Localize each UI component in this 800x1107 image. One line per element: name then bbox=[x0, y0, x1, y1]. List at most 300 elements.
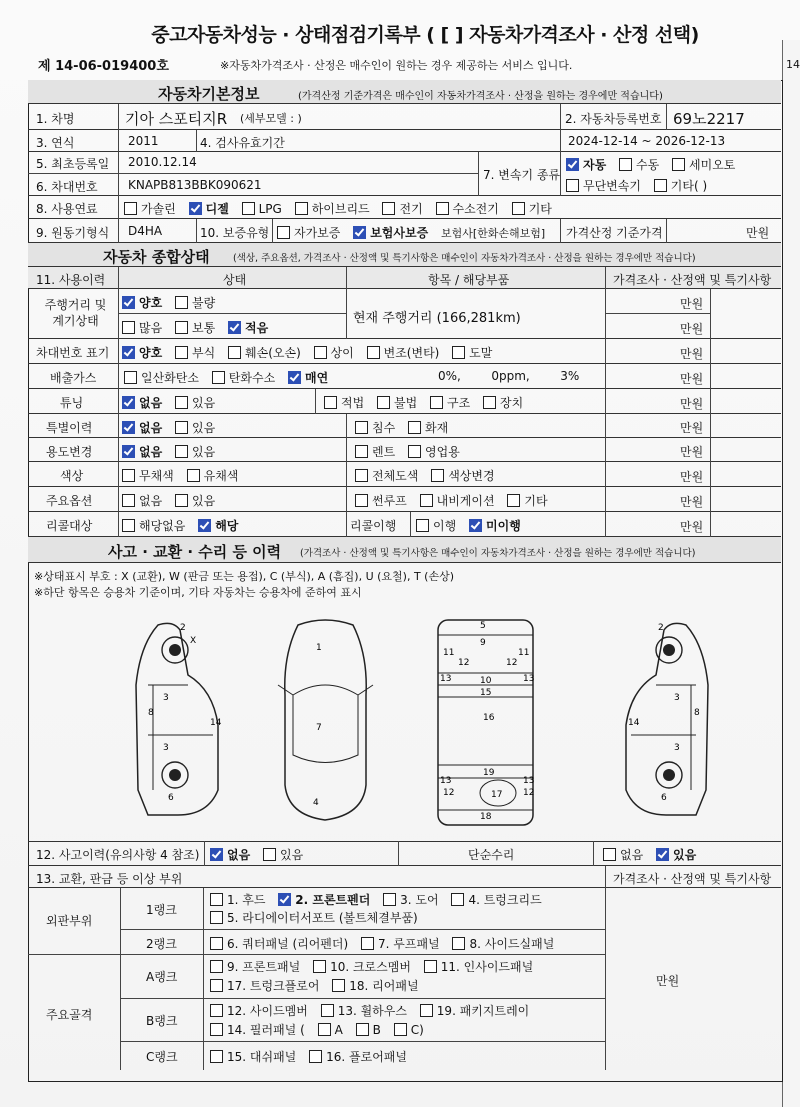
part-opt[interactable] bbox=[452, 937, 554, 951]
recall-opt-label: 해당 bbox=[215, 519, 239, 533]
row-recall bbox=[28, 512, 781, 537]
fuel-opt[interactable] bbox=[189, 202, 229, 216]
row-year bbox=[28, 130, 781, 152]
checkbox-icon bbox=[383, 893, 396, 906]
checkbox-icon bbox=[122, 519, 135, 532]
accident-opt[interactable] bbox=[263, 848, 303, 862]
part-opt[interactable] bbox=[210, 960, 300, 974]
row-usage-change bbox=[28, 438, 781, 462]
insurer-name: 보험사[한화손해보험] bbox=[441, 227, 546, 240]
parts-price-col: 가격조사 · 산정액 및 특기사항 bbox=[613, 872, 772, 886]
price-unit: 만원 bbox=[680, 520, 704, 534]
mileage-opt[interactable] bbox=[228, 321, 268, 335]
simple-repair-opt-label: 있음 bbox=[673, 848, 697, 862]
accident-history-label: 12. 사고이력(유의사항 4 참조) bbox=[36, 848, 200, 862]
vin-mark-opt[interactable] bbox=[314, 346, 354, 360]
svg-text:4: 4 bbox=[313, 798, 319, 808]
svg-text:7: 7 bbox=[316, 723, 322, 733]
col-state: 상태 bbox=[223, 273, 247, 287]
checkbox-checked-icon bbox=[198, 519, 211, 532]
checkbox-icon bbox=[318, 1023, 331, 1036]
trans-opt-other[interactable] bbox=[654, 179, 707, 193]
part-label: 16. 플로어패널 bbox=[326, 1050, 407, 1064]
part-label: 6. 쿼터패널 (리어펜더) bbox=[227, 937, 349, 951]
checkbox-icon bbox=[451, 893, 464, 906]
warranty-options bbox=[277, 224, 545, 241]
vin-mark-opt[interactable] bbox=[228, 346, 301, 360]
special-detail-label: 침수 bbox=[372, 421, 396, 435]
checkbox-icon bbox=[355, 421, 368, 434]
checkbox-icon bbox=[295, 202, 308, 215]
part-label: 11. 인사이드패널 bbox=[440, 960, 534, 974]
checkbox-checked-icon bbox=[189, 202, 202, 215]
accident-history-options bbox=[210, 846, 312, 863]
part-opt[interactable] bbox=[361, 937, 440, 951]
option-detail-opt[interactable] bbox=[420, 494, 495, 508]
fuel-opt-label: 가솔린 bbox=[141, 202, 176, 216]
parts-price-unit: 만원 bbox=[656, 974, 680, 988]
part-opt[interactable] bbox=[210, 979, 319, 993]
color-detail-label: 전체도색 bbox=[372, 469, 419, 483]
checkbox-checked-icon bbox=[122, 396, 135, 409]
part-opt[interactable] bbox=[451, 893, 541, 907]
trans-label: 7. 변속기 종류 bbox=[483, 168, 561, 182]
checkbox-icon bbox=[212, 371, 225, 384]
checkbox-icon bbox=[210, 893, 223, 906]
pillar-label: C) bbox=[410, 1023, 424, 1037]
edge-number: 14 bbox=[786, 58, 800, 71]
color-detail-options bbox=[355, 467, 504, 484]
part-label: 4. 트렁크리드 bbox=[468, 893, 542, 907]
checkbox-icon bbox=[175, 494, 188, 507]
tuning-detail-opt[interactable] bbox=[324, 396, 364, 410]
row-vin-mark bbox=[28, 339, 781, 364]
mileage-opt-label: 양호 bbox=[139, 296, 163, 310]
part-opt[interactable] bbox=[332, 979, 418, 993]
color-opt[interactable] bbox=[187, 469, 239, 483]
option-detail-label: 내비게이션 bbox=[436, 494, 495, 508]
checkbox-icon bbox=[355, 469, 368, 482]
checkbox-icon bbox=[122, 321, 135, 334]
part-opt[interactable] bbox=[210, 937, 348, 951]
checkbox-checked-icon bbox=[288, 371, 301, 384]
checkbox-icon bbox=[367, 346, 380, 359]
usage-change-detail-options bbox=[355, 443, 469, 460]
svg-text:3: 3 bbox=[674, 743, 680, 753]
part-label: 19. 패키지트레이 bbox=[436, 1004, 530, 1018]
fuel-opt[interactable] bbox=[436, 202, 499, 216]
color-options bbox=[122, 467, 247, 484]
car-top-view-diagram bbox=[268, 615, 383, 825]
mileage-opt[interactable] bbox=[175, 321, 215, 335]
part-opt[interactable] bbox=[313, 960, 411, 974]
price-base-label: 가격산정 기준가격 bbox=[566, 226, 663, 240]
checkbox-checked-icon bbox=[353, 226, 366, 239]
car-right-side-diagram bbox=[606, 615, 726, 825]
mark-x: X bbox=[190, 636, 197, 646]
checkbox-icon bbox=[420, 494, 433, 507]
trans-opt-semi[interactable] bbox=[672, 158, 735, 172]
svg-text:10: 10 bbox=[480, 676, 492, 686]
mileage-label: 주행거리 및 계기상태 bbox=[44, 298, 107, 328]
pillar-opt-b[interactable] bbox=[356, 1023, 381, 1037]
part-label: 2. 프론트펜더 bbox=[295, 893, 371, 907]
checkbox-icon bbox=[361, 937, 374, 950]
part-opt[interactable] bbox=[210, 1023, 305, 1037]
simple-repair-opt-label: 없음 bbox=[620, 848, 644, 862]
warranty-opt-label: 자가보증 bbox=[294, 226, 341, 240]
mileage-opt-label: 불량 bbox=[192, 296, 216, 310]
checkbox-icon bbox=[452, 937, 465, 950]
price-unit: 만원 bbox=[680, 495, 704, 509]
checkbox-icon bbox=[324, 396, 337, 409]
fuel-opt[interactable] bbox=[382, 202, 422, 216]
color-detail-opt[interactable] bbox=[431, 469, 494, 483]
tuning-detail-label: 장치 bbox=[500, 396, 524, 410]
checkbox-icon bbox=[420, 1004, 433, 1017]
recall-done-opt[interactable] bbox=[469, 519, 521, 533]
checkbox-icon bbox=[431, 469, 444, 482]
option-options bbox=[122, 492, 224, 509]
first-reg-value: 2010.12.14 bbox=[128, 155, 197, 169]
color-opt-label: 무채색 bbox=[139, 469, 174, 483]
color-opt-label: 유채색 bbox=[203, 469, 239, 483]
part-opt[interactable] bbox=[210, 893, 265, 907]
col-price: 가격조사 · 산정액 및 특기사항 bbox=[613, 273, 772, 287]
checkbox-icon bbox=[124, 202, 137, 215]
color-opt[interactable] bbox=[122, 469, 174, 483]
svg-text:3: 3 bbox=[163, 693, 169, 703]
tuning-label: 튜닝 bbox=[60, 396, 84, 410]
special-opt-label: 있음 bbox=[192, 421, 216, 435]
accident-opt[interactable] bbox=[210, 848, 250, 862]
checkbox-icon bbox=[321, 1004, 334, 1017]
trans-opt-label: 수동 bbox=[636, 158, 660, 172]
checkbox-checked-icon bbox=[656, 848, 669, 861]
checkbox-icon bbox=[313, 960, 326, 973]
fuel-opt[interactable] bbox=[295, 202, 370, 216]
checkbox-icon bbox=[436, 202, 449, 215]
row-tuning bbox=[28, 389, 781, 414]
reg-no-value: 69노2217 bbox=[673, 110, 745, 128]
fuel-opt-label: 기타 bbox=[528, 202, 552, 216]
vin-mark-opt[interactable] bbox=[367, 346, 440, 360]
checkbox-icon bbox=[175, 396, 188, 409]
trans-opt-label: 무단변속기 bbox=[583, 179, 641, 193]
rankC-label: C랭크 bbox=[146, 1050, 178, 1064]
year-value: 2011 bbox=[128, 134, 159, 148]
special-options bbox=[122, 419, 224, 436]
row-fuel bbox=[28, 196, 781, 219]
price-unit: 만원 bbox=[680, 421, 704, 435]
warranty-opt-self[interactable] bbox=[277, 226, 340, 240]
parts-grid bbox=[28, 888, 781, 1070]
usage-change-opt[interactable] bbox=[122, 445, 162, 459]
svg-text:5: 5 bbox=[480, 621, 486, 631]
rankB-items-row2 bbox=[210, 1021, 433, 1038]
tuning-detail-opt[interactable] bbox=[483, 396, 523, 410]
checkbox-checked-icon bbox=[122, 296, 135, 309]
part-opt[interactable] bbox=[309, 1050, 407, 1064]
usage-change-opt[interactable] bbox=[175, 445, 215, 459]
svg-text:12: 12 bbox=[458, 658, 470, 668]
usage-change-detail-opt[interactable] bbox=[355, 445, 395, 459]
fuel-opt[interactable] bbox=[512, 202, 552, 216]
accident-title: 사고 · 교환 · 수리 등 이력 bbox=[108, 543, 282, 561]
svg-text:1: 1 bbox=[316, 643, 322, 653]
basic-info-note: (가격산정 기준가격은 매수인이 자동차가격조사 · 산정을 원하는 경우에만 적습니다) bbox=[298, 91, 663, 102]
rank2-items bbox=[210, 935, 563, 952]
checkbox-icon bbox=[355, 445, 368, 458]
price-unit: 만원 bbox=[680, 470, 704, 484]
vin-mark-opt[interactable] bbox=[175, 346, 215, 360]
fuel-opt[interactable] bbox=[242, 202, 282, 216]
emission-values: 0%, 0ppm, 3% bbox=[438, 369, 580, 383]
vin-mark-opt[interactable] bbox=[452, 346, 492, 360]
pillar-opt-c[interactable] bbox=[394, 1023, 424, 1037]
simple-repair-label: 단순수리 bbox=[468, 848, 515, 862]
svg-text:17: 17 bbox=[491, 790, 503, 800]
checkbox-icon bbox=[122, 469, 135, 482]
mileage-options-1 bbox=[122, 294, 224, 311]
option-opt[interactable] bbox=[122, 494, 162, 508]
accident-opt-label: 있음 bbox=[280, 848, 304, 862]
part-opt[interactable] bbox=[424, 960, 533, 974]
row-first-reg bbox=[28, 152, 781, 196]
svg-text:13: 13 bbox=[440, 776, 452, 786]
simple-repair-opt[interactable] bbox=[603, 848, 643, 862]
special-detail-opt[interactable] bbox=[408, 421, 448, 435]
part-opt[interactable] bbox=[383, 893, 438, 907]
color-label: 색상 bbox=[60, 469, 84, 483]
mileage-opt[interactable] bbox=[122, 296, 162, 310]
trans-opt-manual[interactable] bbox=[619, 158, 659, 172]
checkbox-icon bbox=[210, 911, 223, 924]
checkbox-icon bbox=[452, 346, 465, 359]
parts-label: 13. 교환, 판금 등 이상 부위 bbox=[36, 872, 183, 886]
part-label: 8. 사이드실패널 bbox=[469, 937, 555, 951]
tuning-detail-options bbox=[324, 394, 532, 411]
special-opt[interactable] bbox=[122, 421, 162, 435]
rank1-items-row1 bbox=[210, 891, 551, 908]
vin-mark-options bbox=[122, 344, 501, 361]
checkbox-icon bbox=[416, 519, 429, 532]
fuel-opt-label: 전기 bbox=[399, 202, 423, 216]
emission-opt[interactable] bbox=[288, 371, 328, 385]
fuel-label: 8. 사용연료 bbox=[36, 202, 98, 216]
checkbox-icon bbox=[263, 848, 276, 861]
checkbox-icon bbox=[382, 202, 395, 215]
tuning-detail-label: 불법 bbox=[394, 396, 418, 410]
checkbox-icon bbox=[210, 1023, 223, 1036]
svg-text:15: 15 bbox=[480, 688, 492, 698]
overall-title: 자동차 종합상태 bbox=[103, 248, 210, 266]
recall-opt-label: 해당없음 bbox=[139, 519, 186, 533]
checkbox-icon bbox=[332, 979, 345, 992]
option-detail-opt[interactable] bbox=[355, 494, 407, 508]
tuning-opt[interactable] bbox=[175, 396, 215, 410]
usage-change-options bbox=[122, 443, 224, 460]
vin-mark-label: 차대번호 표기 bbox=[36, 346, 110, 360]
checkbox-icon bbox=[566, 179, 579, 192]
rankB-items-row1 bbox=[210, 1002, 538, 1019]
checkbox-icon bbox=[654, 179, 667, 192]
checkbox-icon bbox=[124, 371, 137, 384]
part-opt[interactable] bbox=[420, 1004, 529, 1018]
svg-text:8: 8 bbox=[694, 708, 700, 718]
part-opt[interactable] bbox=[210, 911, 418, 925]
checkbox-checked-icon bbox=[210, 848, 223, 861]
svg-text:12: 12 bbox=[506, 658, 518, 668]
svg-text:14: 14 bbox=[210, 718, 222, 728]
document-number: 제 14-06-019400호 bbox=[38, 59, 169, 74]
vin-mark-opt[interactable] bbox=[122, 346, 162, 360]
car-frame-diagram bbox=[428, 615, 543, 830]
accident-note: (가격조사 · 산정액 및 특기사항은 매수인이 자동차가격조사 · 산정을 원하는 경우에만 적습니다) bbox=[300, 548, 696, 559]
checkbox-icon bbox=[175, 346, 188, 359]
special-detail-options bbox=[355, 419, 457, 436]
tuning-opt-label: 있음 bbox=[192, 396, 216, 410]
checkbox-icon bbox=[355, 494, 368, 507]
vin-mark-opt-label: 부식 bbox=[192, 346, 216, 360]
checkbox-icon bbox=[242, 202, 255, 215]
option-detail-label: 기타 bbox=[524, 494, 548, 508]
tuning-opt[interactable] bbox=[122, 396, 162, 410]
pillar-opt-a[interactable] bbox=[318, 1023, 343, 1037]
price-unit: 만원 bbox=[680, 297, 704, 311]
part-opt[interactable] bbox=[210, 1004, 308, 1018]
special-opt[interactable] bbox=[175, 421, 215, 435]
mileage-options-2 bbox=[122, 319, 277, 336]
checkbox-icon bbox=[309, 1050, 322, 1063]
checkbox-icon bbox=[377, 396, 390, 409]
recall-done-opt[interactable] bbox=[416, 519, 456, 533]
basic-info-title: 자동차기본정보 bbox=[158, 85, 260, 103]
recall-label: 리콜대상 bbox=[46, 519, 93, 533]
tuning-detail-opt[interactable] bbox=[377, 396, 417, 410]
option-detail-options bbox=[355, 492, 557, 509]
mileage-opt[interactable] bbox=[122, 321, 162, 335]
checkbox-icon bbox=[424, 960, 437, 973]
overall-note: (색상, 주요옵션, 가격조사 · 산정액 및 특기사항은 매수인이 자동차가격조사 · 산정을 원하는 경우에만 적습니다) bbox=[233, 253, 696, 264]
tuning-options bbox=[122, 394, 224, 411]
checkbox-icon bbox=[430, 396, 443, 409]
document-title: 중고자동차성능 · 상태점검기록부 ( [ ] 자동차가격조사 · 산정 선택) bbox=[151, 24, 699, 46]
trans-opt-label: 세미오토 bbox=[689, 158, 736, 172]
emission-opt[interactable] bbox=[212, 371, 275, 385]
damage-diagram-area bbox=[28, 563, 781, 842]
color-detail-opt[interactable] bbox=[355, 469, 418, 483]
vin-mark-opt-label: 도말 bbox=[469, 346, 493, 360]
price-unit: 만원 bbox=[680, 372, 704, 386]
part-opt[interactable] bbox=[210, 1050, 296, 1064]
row-car-name bbox=[28, 104, 781, 130]
usage-change-detail-opt[interactable] bbox=[408, 445, 460, 459]
tuning-detail-label: 적법 bbox=[341, 396, 365, 410]
part-label: 13. 휠하우스 bbox=[337, 1004, 407, 1018]
mileage-opt-label: 적음 bbox=[245, 321, 269, 335]
status-legend: ※상태표시 부호 : X (교환), W (판금 또는 용접), C (부식), A (흠집), U (요철), T (손상) bbox=[34, 570, 455, 583]
part-opt[interactable] bbox=[278, 893, 370, 907]
checkbox-icon bbox=[210, 960, 223, 973]
price-base-unit: 만원 bbox=[746, 226, 770, 240]
checkbox-icon bbox=[672, 158, 685, 171]
trans-options-row2 bbox=[566, 177, 716, 194]
row-mileage bbox=[28, 289, 781, 339]
usage-change-detail-label: 영업용 bbox=[425, 445, 460, 459]
trans-opt-cvt[interactable] bbox=[566, 179, 641, 193]
option-detail-label: 썬루프 bbox=[372, 494, 407, 508]
trans-opt-auto[interactable] bbox=[566, 158, 606, 172]
warranty-opt-insurer[interactable] bbox=[353, 226, 428, 240]
option-detail-opt[interactable] bbox=[507, 494, 547, 508]
rankA-label: A랭크 bbox=[146, 970, 178, 984]
col-usage: 11. 사용이력 bbox=[36, 273, 106, 287]
vin-label: 6. 차대번호 bbox=[36, 180, 98, 194]
emission-opt-label: 매연 bbox=[305, 371, 329, 385]
price-service-notice: ※자동차가격조사 · 산정은 매수인이 원하는 경우 제공하는 서비스 입니다. bbox=[220, 59, 573, 72]
fuel-opt-label: 수소전기 bbox=[452, 202, 499, 216]
trans-options-row1 bbox=[566, 156, 744, 173]
inspect-label: 4. 검사유효기간 bbox=[200, 136, 285, 150]
recall-done-opt-label: 이행 bbox=[433, 519, 457, 533]
simple-repair-opt[interactable] bbox=[656, 848, 696, 862]
emission-opt[interactable] bbox=[124, 371, 199, 385]
special-detail-opt[interactable] bbox=[355, 421, 395, 435]
accident-header bbox=[28, 537, 781, 563]
fuel-opt[interactable] bbox=[124, 202, 176, 216]
checkbox-icon bbox=[512, 202, 525, 215]
detail-model: (세부모델 : ) bbox=[240, 112, 302, 125]
tuning-detail-opt[interactable] bbox=[430, 396, 470, 410]
next-page-edge bbox=[782, 40, 800, 1107]
current-mileage: 현재 주행거리 (166,281km) bbox=[353, 311, 521, 326]
svg-text:2: 2 bbox=[658, 623, 664, 633]
option-opt[interactable] bbox=[175, 494, 215, 508]
part-opt[interactable] bbox=[321, 1004, 407, 1018]
checkbox-icon bbox=[394, 1023, 407, 1036]
usage-change-opt-label: 있음 bbox=[192, 445, 216, 459]
warranty-opt-label: 보험사보증 bbox=[370, 226, 429, 240]
emission-label: 배출가스 bbox=[50, 371, 97, 385]
recall-opt[interactable] bbox=[122, 519, 185, 533]
vin-mark-opt-label: 훼손(오손) bbox=[245, 346, 301, 360]
simple-repair-options bbox=[603, 846, 705, 863]
vin-value: KNAPB813BBK090621 bbox=[128, 178, 262, 192]
checkbox-icon bbox=[603, 848, 616, 861]
part-label: 3. 도어 bbox=[400, 893, 439, 907]
svg-text:18: 18 bbox=[480, 812, 492, 822]
rank1-items-row2 bbox=[210, 909, 427, 926]
option-opt-label: 있음 bbox=[192, 494, 216, 508]
checkbox-icon bbox=[483, 396, 496, 409]
option-label: 주요옵션 bbox=[46, 494, 93, 508]
checkbox-icon bbox=[356, 1023, 369, 1036]
part-label: 14. 필러패널 ( bbox=[227, 1023, 305, 1037]
reg-no-label: 2. 자동차등록번호 bbox=[565, 112, 662, 126]
fuel-opt-label: LPG bbox=[258, 202, 282, 216]
tuning-detail-label: 구조 bbox=[447, 396, 471, 410]
part-label: 7. 루프패널 bbox=[378, 937, 440, 951]
recall-opt[interactable] bbox=[198, 519, 238, 533]
mileage-opt[interactable] bbox=[175, 296, 215, 310]
svg-text:11: 11 bbox=[443, 648, 455, 658]
part-label: 5. 라디에이터서포트 (볼트체결부품) bbox=[227, 911, 418, 925]
emission-opt-label: 탄화수소 bbox=[228, 371, 276, 385]
rankC-items bbox=[210, 1048, 416, 1065]
passenger-car-note: ※하단 항목은 승용차 기준이며, 기타 자동차는 승용차에 준하여 표시 bbox=[34, 586, 362, 599]
rankA-items-row1 bbox=[210, 958, 542, 975]
